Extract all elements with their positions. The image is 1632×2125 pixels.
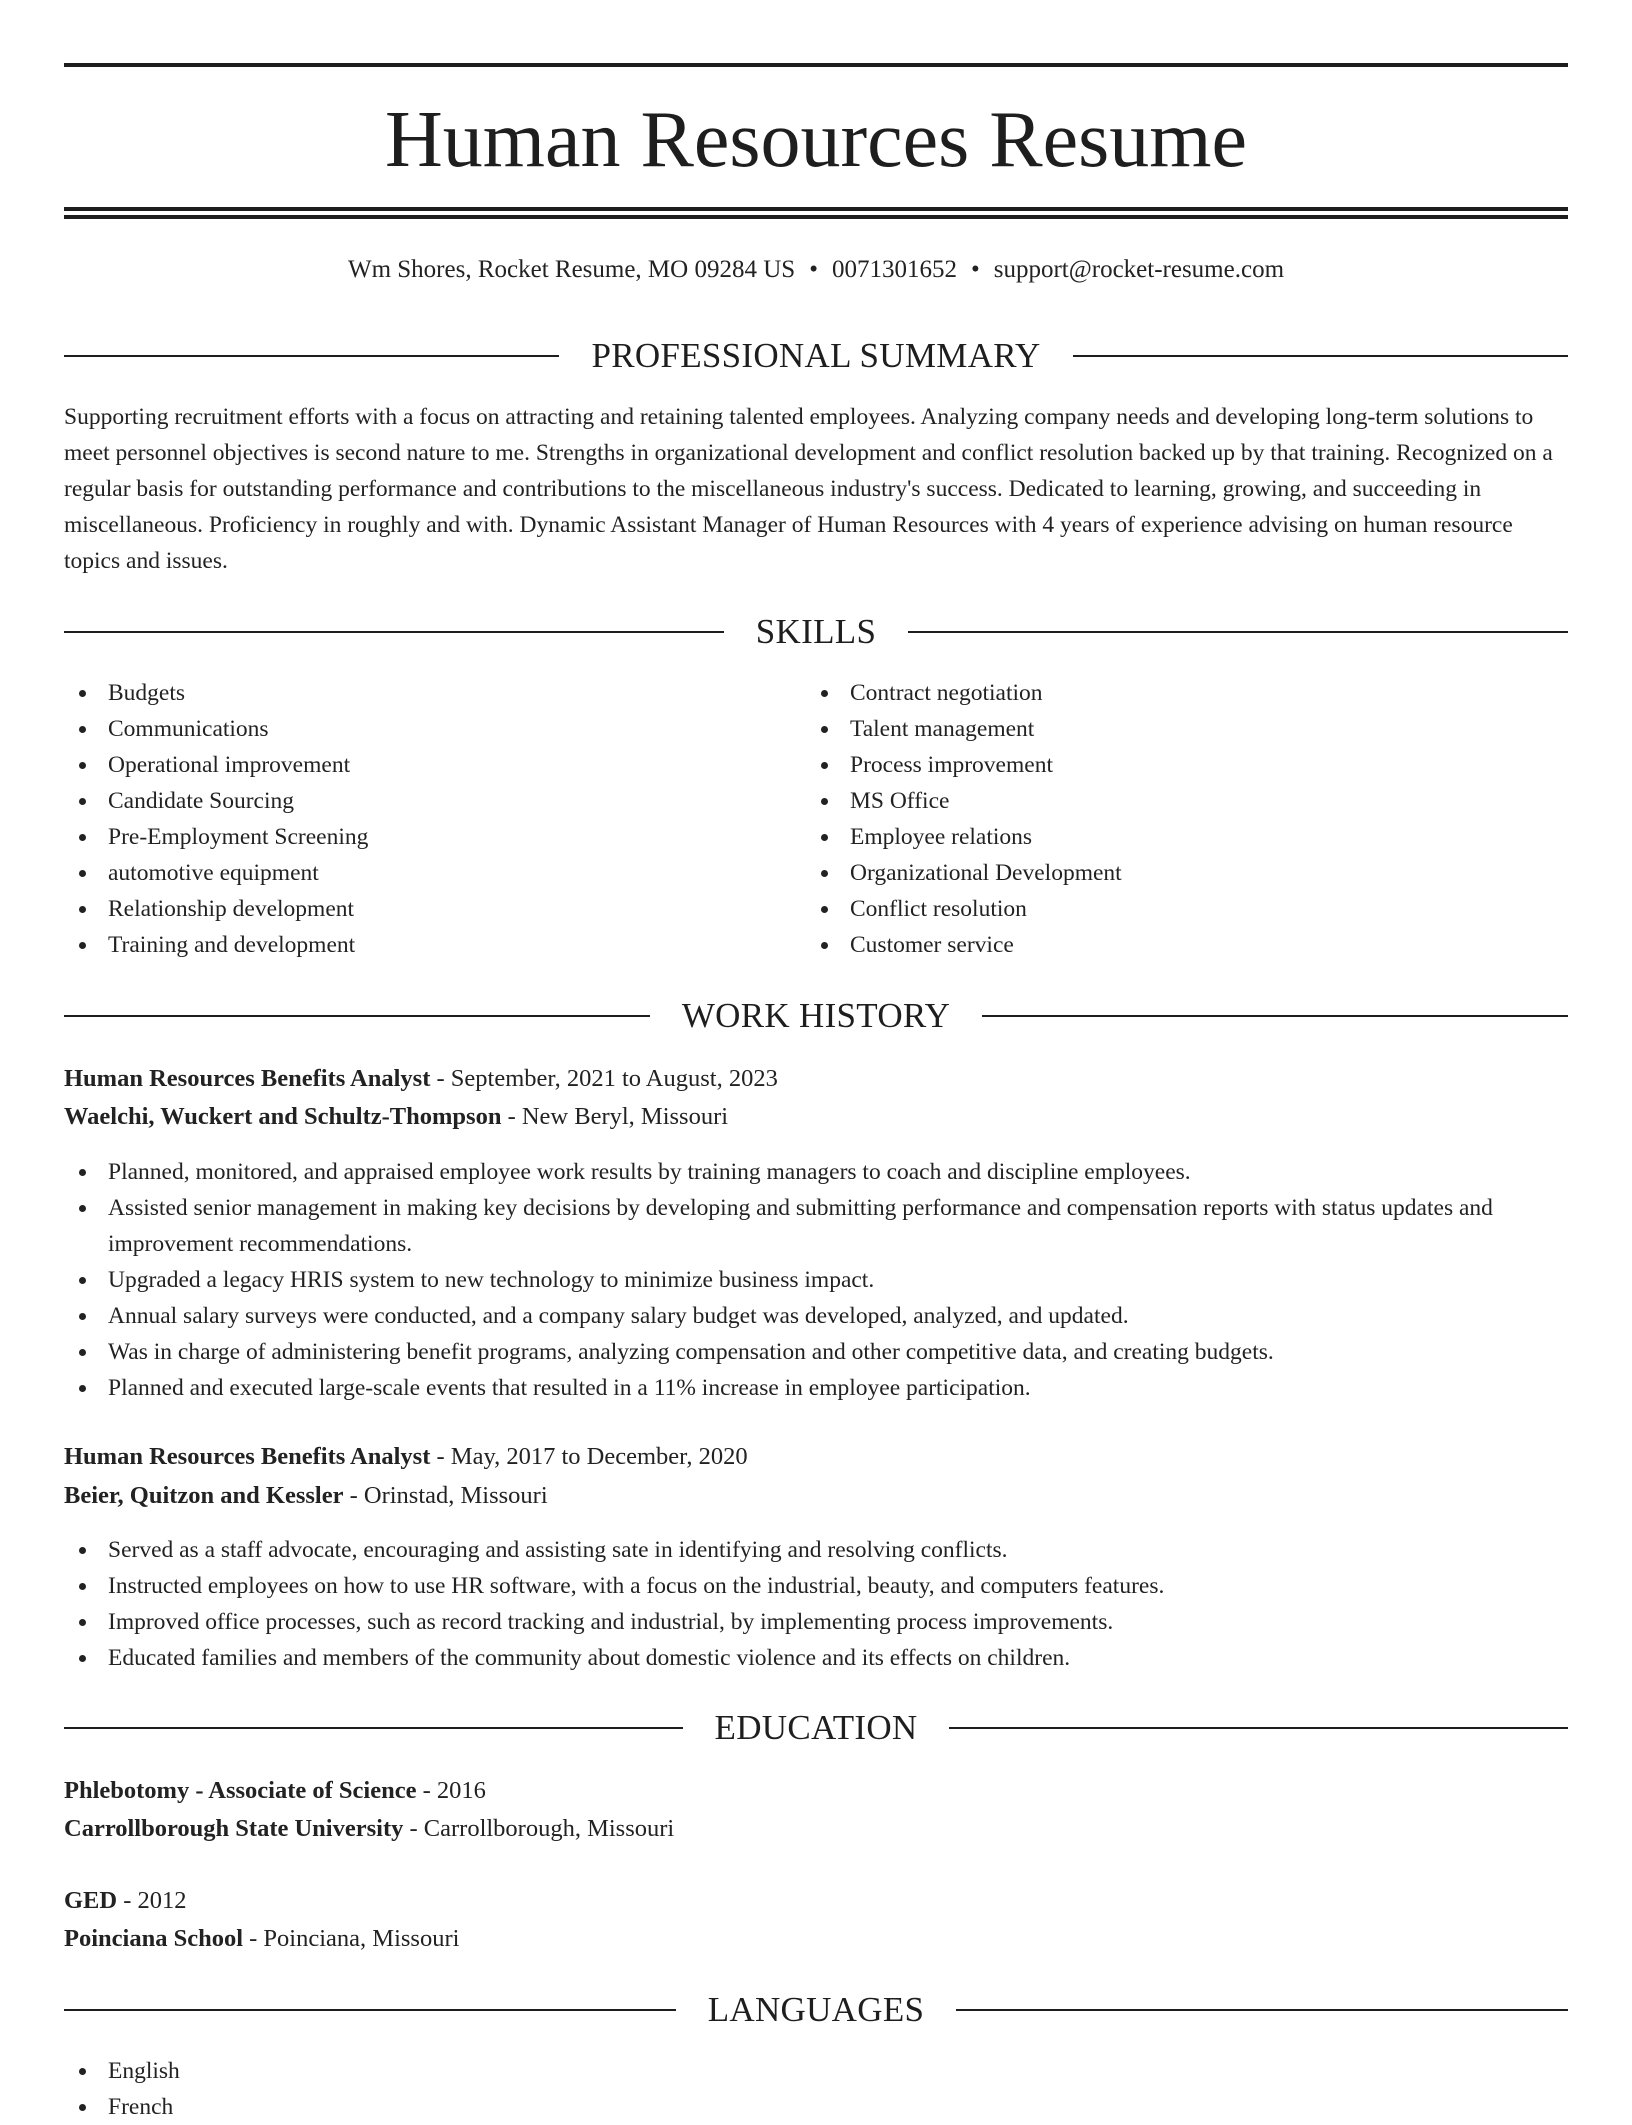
- summary-text: Supporting recruitment efforts with a focus on attracting and retaining talented employees. Analyzing company needs and developing long-term solutions to meet personnel objectives is second nature to me. Strengths in organizational development and conflict resolution backed up by that training. Recognized on a regular basis for outstanding performance and contributions to the miscellaneous industry's success. Dedicated to learning, growing, and succeeding in miscellaneous. Proficiency in roughly and with. Dynamic Assistant Manager of Human Resources with 4 years of experience advising on human resource topics and issues.: [64, 404, 1553, 574]
- job-dates: - September, 2021 to August, 2023: [430, 1065, 778, 1092]
- job-company-line: [64, 1478, 1568, 1514]
- skill-item: Pre-Employment Screening: [64, 819, 804, 855]
- section-rule: [64, 1727, 683, 1729]
- resume-page: [64, 0, 1568, 2120]
- education-location: - Poinciana, Missouri: [243, 1925, 460, 1952]
- job-company-line: [64, 1099, 1568, 1135]
- job-bullet: Improved office processes, such as record tracking and industrial, by implementing process improvements.: [64, 1604, 1568, 1640]
- skill-item: automotive equipment: [64, 855, 804, 891]
- section-title: EDUCATION: [714, 1708, 918, 1747]
- job-title-line: [64, 1439, 1568, 1475]
- job-bullets: [64, 1154, 1568, 1406]
- education-location: - Carrollborough, Missouri: [403, 1815, 675, 1842]
- skill-item: Conflict resolution: [806, 891, 1566, 927]
- contact-phone: 0071301652: [831, 256, 957, 283]
- education-degree: Phlebotomy - Associate of Science: [64, 1777, 417, 1804]
- section-rule: [1073, 355, 1568, 357]
- section-rule: [949, 1727, 1568, 1729]
- job-bullet: Served as a staff advocate, encouraging and assisting sate in identifying and resolving conflicts.: [64, 1532, 1568, 1568]
- contact-address: Wm Shores, Rocket Resume, MO 09284 US: [347, 256, 796, 283]
- skill-item: Contract negotiation: [806, 675, 1566, 711]
- education-degree-line: [64, 1773, 1568, 1809]
- skill-item: Candidate Sourcing: [64, 783, 804, 819]
- job-bullet: Planned and executed large-scale events that resulted in a 11% increase in employee participation.: [64, 1370, 1568, 1406]
- section-rule: [956, 2009, 1568, 2011]
- language-item: English: [64, 2053, 1568, 2089]
- job-bullet: Assisted senior management in making key decisions by developing and submitting performance and compensation reports with status updates and improvement recommendations.: [64, 1190, 1568, 1262]
- section-title: LANGUAGES: [707, 1990, 925, 2029]
- education-degree-line: [64, 1883, 1568, 1919]
- section-header-work: [64, 994, 1568, 1038]
- top-rule: [64, 63, 1568, 67]
- education-year: - 2012: [117, 1887, 187, 1914]
- section-rule: [64, 2009, 676, 2011]
- page-title: Human Resources Resume: [384, 96, 1248, 184]
- education-school: Poinciana School: [64, 1925, 244, 1952]
- contact-email[interactable]: support@rocket-resume.com: [993, 256, 1285, 283]
- job-bullet: Educated families and members of the community about domestic violence and its effects on children.: [64, 1640, 1568, 1676]
- skill-item: Organizational Development: [806, 855, 1566, 891]
- job-bullet: Planned, monitored, and appraised employee work results by training managers to coach and discipline employees.: [64, 1154, 1568, 1190]
- skill-item: MS Office: [806, 783, 1566, 819]
- contact-line: [64, 253, 1568, 287]
- skill-item: Talent management: [806, 711, 1566, 747]
- job-company: Beier, Quitzon and Kessler: [64, 1482, 344, 1509]
- section-title: PROFESSIONAL SUMMARY: [591, 336, 1041, 375]
- skill-item: Operational improvement: [64, 747, 804, 783]
- job-bullet: Was in charge of administering benefit programs, analyzing compensation and other competitive data, and creating budgets.: [64, 1334, 1568, 1370]
- section-rule: [982, 1015, 1568, 1017]
- skill-item: Employee relations: [806, 819, 1566, 855]
- section-rule: [64, 1015, 650, 1017]
- contact-separator: •: [809, 256, 818, 283]
- section-rule: [908, 631, 1568, 633]
- job-bullets: [64, 1532, 1568, 1676]
- education-school-line: [64, 1811, 1568, 1847]
- skills-list-left: [64, 675, 804, 963]
- section-header-education: [64, 1706, 1568, 1750]
- skill-item: Customer service: [806, 927, 1566, 963]
- contact-separator: •: [970, 256, 980, 283]
- language-item: French: [64, 2089, 1568, 2125]
- section-rule: [64, 355, 559, 357]
- job-bullet: Annual salary surveys were conducted, and a company salary budget was developed, analyzed, and updated.: [64, 1298, 1568, 1334]
- job-title: Human Resources Benefits Analyst: [64, 1065, 431, 1092]
- education-school-line: [64, 1921, 1568, 1957]
- education-degree: GED: [64, 1887, 118, 1914]
- job-company: Waelchi, Wuckert and Schultz-Thompson: [64, 1103, 502, 1130]
- job-location: - New Beryl, Missouri: [501, 1103, 729, 1130]
- job-dates: - May, 2017 to December, 2020: [430, 1443, 748, 1470]
- section-header-skills: [64, 610, 1568, 654]
- skill-item: Budgets: [64, 675, 804, 711]
- skills-list-right: [806, 675, 1566, 963]
- skill-item: Training and development: [64, 927, 804, 963]
- title-rule-upper: [64, 207, 1568, 211]
- skill-item: Communications: [64, 711, 804, 747]
- job-location: - Orinstad, Missouri: [343, 1482, 548, 1509]
- section-header-languages: [64, 1988, 1568, 2032]
- job-title-line: [64, 1061, 1568, 1097]
- section-rule: [64, 631, 724, 633]
- education-school: Carrollborough State University: [64, 1815, 404, 1842]
- skill-item: Relationship development: [64, 891, 804, 927]
- education-year: - 2016: [416, 1777, 486, 1804]
- skill-item: Process improvement: [806, 747, 1566, 783]
- section-header-summary: [64, 334, 1568, 378]
- section-title: SKILLS: [755, 612, 877, 651]
- job-bullet: Instructed employees on how to use HR software, with a focus on the industrial, beauty, and computers features.: [64, 1568, 1568, 1604]
- job-bullet: Upgraded a legacy HRIS system to new technology to minimize business impact.: [64, 1262, 1568, 1298]
- section-title: WORK HISTORY: [681, 996, 951, 1035]
- job-title: Human Resources Benefits Analyst: [64, 1443, 431, 1470]
- languages-list: [64, 2053, 1568, 2125]
- title-rule-lower: [64, 215, 1568, 219]
